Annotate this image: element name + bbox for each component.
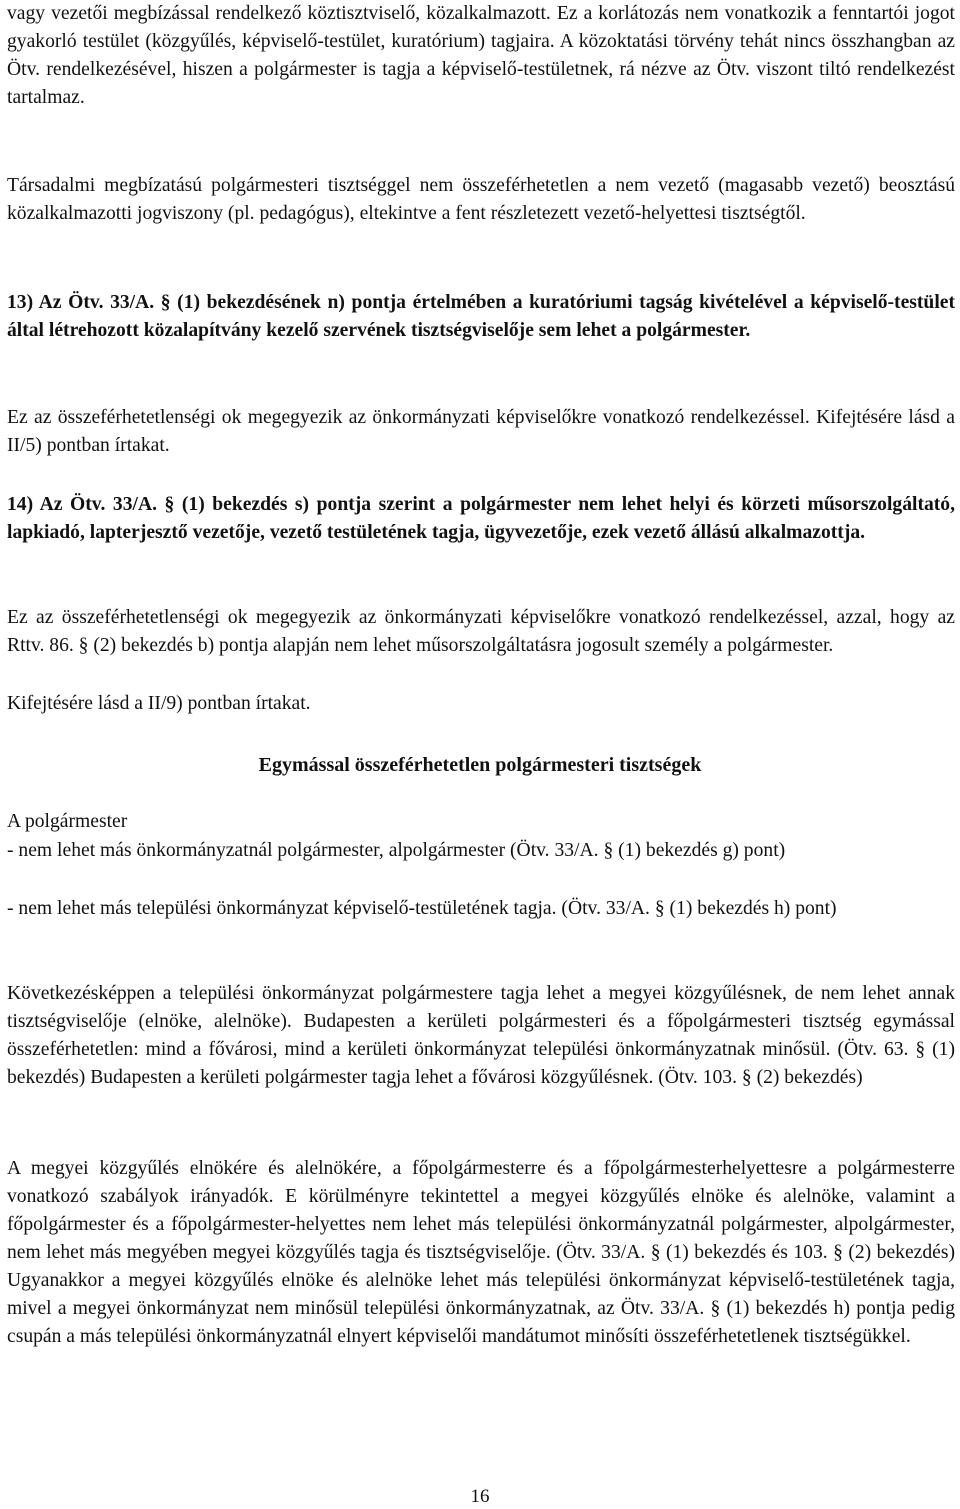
paragraph-item-13-note: Ez az összeférhetetlenségi ok megegyezik az önkormányzati képviselőkre vonatkozó rendelkezéssel. Kifejtésére lásd a II/5) pontban írtakat. [7,407,955,456]
paragraph-county-assembly: A megyei közgyűlés elnökére és alelnökére, a főpolgármesterre és a főpolgármesterhelyettesre a polgármesterre vonatkozó szabályok irányadók. E körülményre tekintettel a megyei közgyűlés elnöke és alelnöke, valamint a főpolgármester és a főpolgármester-helyettes nem lehet más települési önkormányzatnál polgármester, alpolgármester, nem lehet más megyében megyei közgyűlés tagja és tisztségviselője. (Ötv. 33/A. § (1) bekezdés és 103. § (2) bekezdés) Ugyanakkor a megyei közgyűlés elnöke és alelnöke lehet más települési önkormányzat képviselő-testületének tagja, mivel a megyei önkormányzat nem minősül települési önkormányzatnak, az Ötv. 33/A. § (1) bekezdés h) pontja pedig csupán a más települési önkormányzatnál elnyert képviselői mandátumot minősíti összeférhetetlenek tisztségükkel. [7,1158,955,1347]
section-title: Egymással összeférhetetlen polgármesteri tisztségek [258,754,702,776]
paragraph-item-14-reference: Kifejtésére lásd a II/9) pontban írtakat. [7,693,311,714]
paragraph-social-mandate: Társadalmi megbízatású polgármesteri tisztséggel nem összeférhetetlen a nem vezető (magasabb vezető) beosztású közalkalmazotti jogviszony (pl. pedagógus), eltekintve a fent részletezett vezető-helyettesi tisztségtől. [7,175,955,224]
item-14 [7,491,955,547]
page-number: 16 [470,1486,490,1507]
list-item: - nem lehet más települési önkormányzat képviselő-testületének tagja. (Ötv. 33/A. § (1) bekezdés h) pont) [7,898,837,919]
item-13-text: Az Ötv. 33/A. § (1) bekezdésének n) pontja értelmében a kuratóriumi tagság kivételével a képviselő-testület által létrehozott közalapítvány kezelő szervének tisztségviselője sem lehet a polgármester. [7,292,955,341]
item-14-text: Az Ötv. 33/A. § (1) bekezdés s) pontja szerint a polgármester nem lehet helyi és körzeti műsorszolgáltató, lapkiadó, lapterjesztő vezetője, vezető testületének tagja, ügyvezetője, ezek vezető állású alkalmazottja. [7,494,955,543]
list-item: - nem lehet más önkormányzatnál polgármester, alpolgármester (Ötv. 33/A. § (1) bekezdés g) pont) [7,840,786,861]
item-13 [7,289,955,345]
paragraph-continuation: vagy vezetői megbízással rendelkező köztisztviselő, közalkalmazott. Ez a korlátozás nem vonatkozik a fenntartói jogot gyakorló testület (közgyűlés, képviselő-testület, kuratórium) tagjaira. A közoktatási törvény tehát nincs összhangban az Ötv. rendelkezésével, hiszen a polgármester is tagja a képviselő-testületnek, rá nézve az Ötv. viszont tiltó rendelkezést tartalmaz. [7,3,955,108]
item-13-number: 13) [7,292,34,313]
item-14-number: 14) [7,494,34,515]
paragraph-item-14-note: Ez az összeférhetetlenségi ok megegyezik az önkormányzati képviselőkre vonatkozó rendelkezéssel, azzal, hogy az Rttv. 86. § (2) bekezdés b) pontja alapján nem lehet műsorszolgáltatásra jogosult személy a polgármester. [7,607,955,656]
paragraph-consequences: Következésképpen a települési önkormányzat polgármestere tagja lehet a megyei közgyűlésnek, de nem lehet annak tisztségviselője (elnöke, alelnöke). Budapesten a kerületi polgármesteri és a főpolgármesteri tisztség egymással összeférhetetlen: mind a fővárosi, mind a kerületi önkormányzat települési önkormányzatnak minősül. (Ötv. 63. § (1) bekezdés) Budapesten a kerületi polgármester tagja lehet a fővárosi közgyűlésnek. (Ötv. 103. § (2) bekezdés) [7,983,955,1088]
list-intro: A polgármester [7,811,128,832]
